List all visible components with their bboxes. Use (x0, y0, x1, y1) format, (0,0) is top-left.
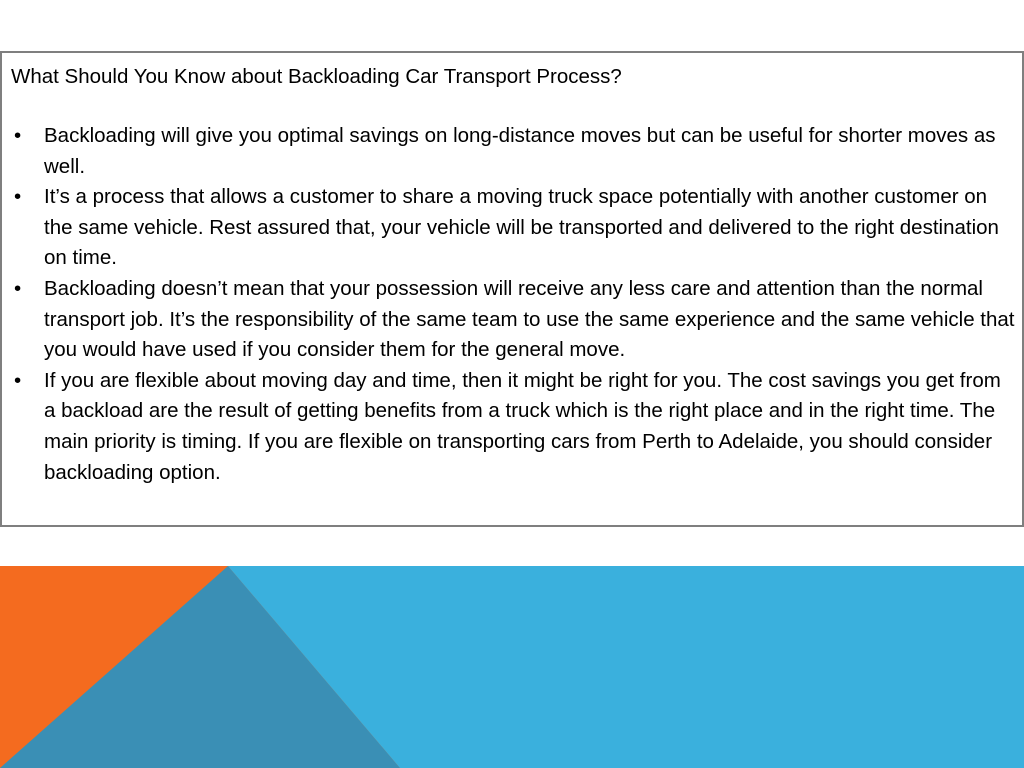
bullet-item (2, 366, 1020, 488)
text-content-box (0, 51, 1024, 527)
bullet-item (2, 274, 1020, 366)
bullet-dot-icon: • (14, 368, 22, 392)
decorative-footer-shapes (0, 566, 1024, 768)
bullet-item (2, 121, 1020, 182)
bullet-item (2, 182, 1020, 274)
bullet-text: It’s a process that allows a customer to share a moving truck space potentially with another customer on the same vehicle. Rest assured that, your vehicle will be transported and delivered to the right destination on time. (44, 185, 999, 270)
bullet-dot-icon: • (14, 276, 22, 300)
bullet-text: If you are flexible about moving day and time, then it might be right for you. The cost savings you get from a backload are the result of getting benefits from a truck which is the right place and in the right time. The main priority is timing. If you are flexible on transporting cars from Perth to Adelaide, you should consider backloading option. (44, 368, 1001, 484)
bullet-text: Backloading will give you optimal savings on long-distance moves but can be useful for shorter moves as well. (44, 124, 996, 178)
bullet-list (2, 121, 1020, 488)
bullet-text: Backloading doesn’t mean that your possession will receive any less care and attention than the normal transport job. It’s the responsibility of the same team to use the same experience and the same vehicle that you would have used if you consider them for the general move. (44, 276, 1015, 362)
bullet-dot-icon: • (14, 124, 22, 147)
slide-heading: What Should You Know about Backloading Car Transport Process? (11, 65, 622, 88)
bullet-dot-icon: • (14, 185, 22, 209)
